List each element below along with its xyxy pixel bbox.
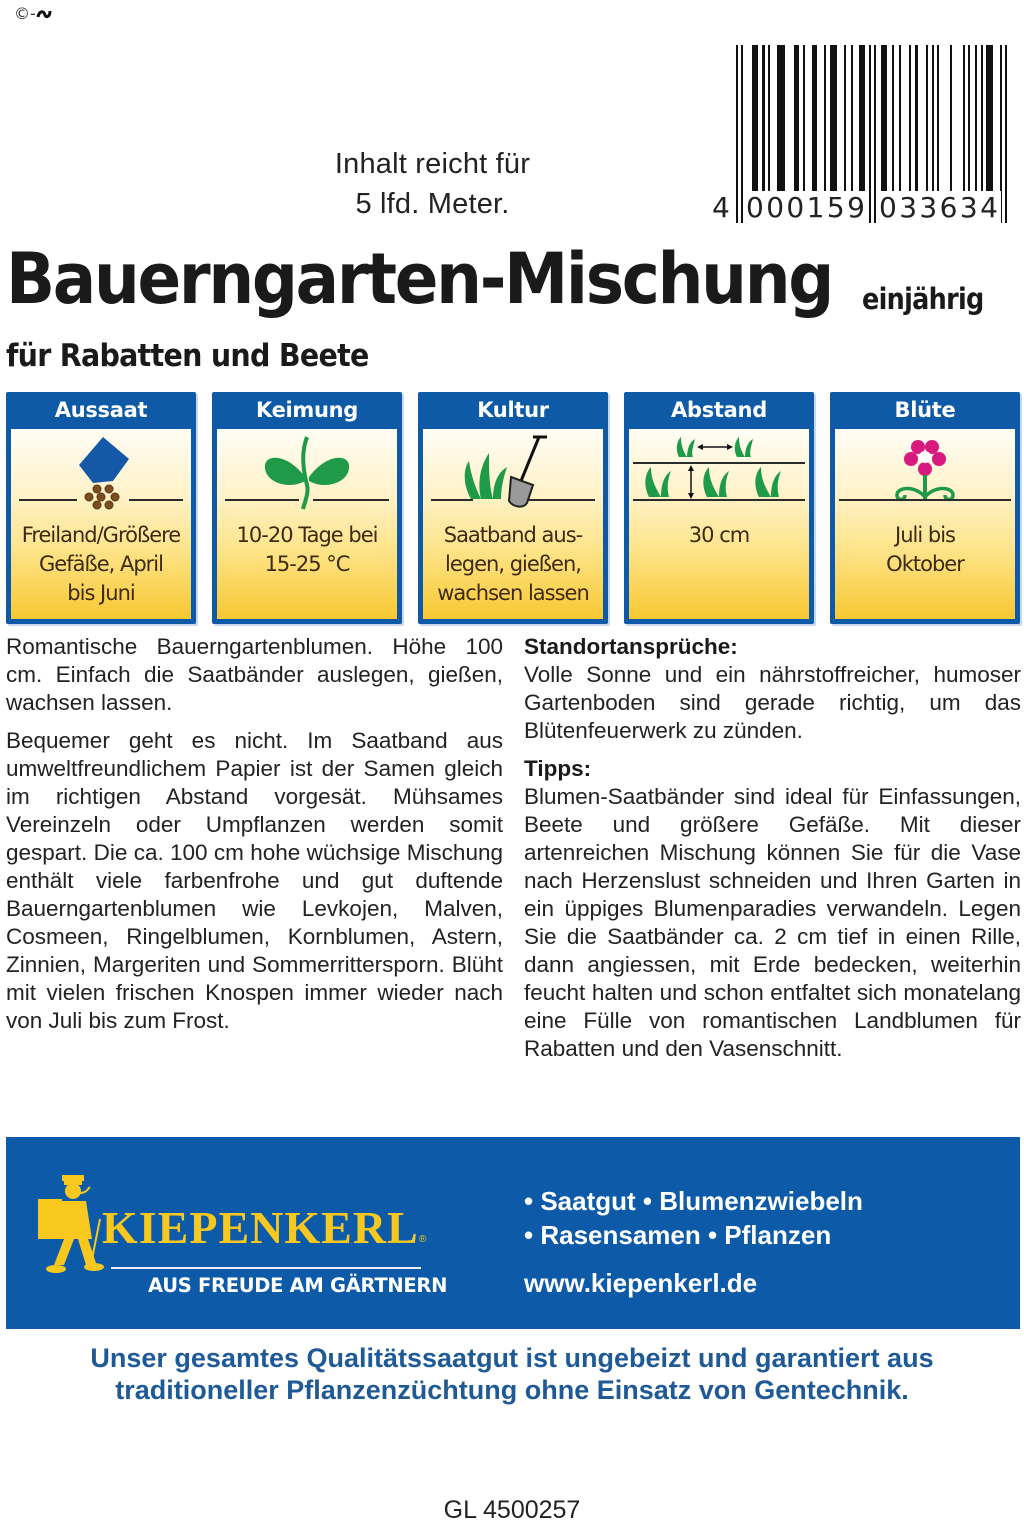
info-panels	[6, 392, 1024, 624]
barcode	[705, 45, 1017, 223]
brand-banner	[6, 1137, 1020, 1329]
brand-name: KIEPENKERL	[102, 1202, 419, 1253]
panel-abstand	[624, 392, 814, 624]
details-column	[524, 633, 1021, 1073]
brand-website-link[interactable]: www.kiepenkerl.de	[524, 1268, 758, 1298]
location-text: Volle Sonne und ein nährstoffreicher, humoser Gartenboden sind gerade richtig, um das Blütenfeuerwerk zu zünden.	[524, 662, 1021, 743]
products-line-1: • Saatgut • Blumenzwiebeln	[524, 1186, 863, 1216]
panel-heading: Blüte	[894, 398, 956, 422]
panel-text	[835, 521, 1015, 579]
panel-text-line: Oktober	[886, 552, 964, 576]
panel-text-line: wachsen lassen	[437, 581, 589, 605]
barcode-digit-first: 4	[712, 191, 733, 224]
panel-heading: Keimung	[255, 398, 359, 422]
location-section	[524, 633, 1021, 745]
panel-text	[217, 521, 397, 579]
guarantee-statement	[0, 1342, 1024, 1406]
tips-heading: Tipps:	[524, 756, 592, 781]
panel-heading: Kultur	[477, 398, 549, 422]
panel-text-line: 10-20 Tage bei	[236, 523, 378, 547]
panel-text-line: legen, gießen,	[445, 552, 581, 576]
panel-heading: Abstand	[671, 398, 767, 422]
panel-aussaat	[6, 392, 196, 624]
panel-keimung	[212, 392, 402, 624]
panel-text	[11, 521, 191, 608]
spacing-icon	[629, 429, 809, 519]
copyright-mark	[14, 4, 52, 23]
content-info-line-2: 5 lfd. Meter.	[355, 188, 510, 220]
panel-text-line: Freiland/Größere	[21, 523, 181, 547]
product-subtitle: für Rabatten und Beete	[6, 338, 369, 374]
article-code: GL 4500257	[443, 1496, 581, 1524]
barcode-digits-left: 000159	[746, 191, 868, 224]
seed-packet-icon	[11, 429, 191, 519]
product-title: Bauerngarten-Mischung	[6, 238, 833, 320]
signature-icon	[36, 8, 52, 20]
panel-text-line: Juli bis	[895, 523, 955, 547]
description-column	[6, 633, 503, 1045]
content-info-line-1: Inhalt reicht für	[334, 148, 531, 180]
flower-icon	[835, 429, 1015, 519]
brand-products	[524, 1184, 863, 1252]
brand-divider	[111, 1267, 421, 1269]
panel-kultur	[418, 392, 608, 624]
panel-bluete	[830, 392, 1020, 624]
seedling-icon	[217, 429, 397, 519]
panel-text-line: Saatband aus-	[443, 523, 583, 547]
registered-mark: ®	[419, 1234, 427, 1245]
spade-plant-icon	[423, 429, 603, 519]
panel-text	[629, 521, 809, 550]
panel-text	[423, 521, 603, 608]
panel-text-line: bis Juni	[67, 581, 135, 605]
panel-text-line: 30 cm	[688, 523, 750, 547]
guarantee-line-2: traditioneller Pflanzenzüchtung ohne Einsatz von Gentechnik.	[115, 1375, 909, 1405]
barcode-digits-right: 033634	[879, 191, 1001, 224]
content-info	[250, 144, 615, 224]
guarantee-line-1: Unser gesamtes Qualitätssaatgut ist ungebeizt und garantiert aus	[90, 1343, 934, 1373]
lifecycle-label: einjährig	[862, 282, 984, 316]
description-paragraph-1: Romantische Bauerngartenblumen. Höhe 100 cm. Einfach die Saatbänder auslegen, gießen, wachsen lassen.	[6, 634, 503, 715]
panel-text-line: Gefäße, April	[39, 552, 163, 576]
brand-slogan: AUS FREUDE AM GÄRTNERN	[148, 1274, 448, 1297]
kiepenkerl-mascot-icon	[38, 1169, 108, 1277]
tips-text: Blumen-Saatbänder sind ideal für Einfassungen, Beete und größere Gefäße. Mit dieser artenreichen Mischung können Sie für die Vase nach Herzenslust schneiden und Ihren Garten in ein üppiges Blumenparadies verwandeln. Legen Sie die Saatbänder ca. 2 cm tief in einen Rille, dann angiessen, mit Erde bedecken, weiterhin feucht halten und schon entfaltet sich monatelang eine Fülle von romantischen Landblumen für Rabatten und den Vasenschnitt.	[524, 784, 1021, 1061]
description-paragraph-2: Bequemer geht es nicht. Im Saatband aus umweltfreundlichem Papier ist der Samen gleich im richtigen Abstand vorgesät. Mühsames Vereinzeln oder Umpflanzen werden somit gespart. Die ca. 100 cm hohe wüchsige Mischung enthält viele farbenfrohe und gut duftende Bauerngartenblumen wie Levkojen, Malven, Cosmeen, Ringelblumen, Kornblumen, Astern, Zinnien, Margeriten und Sommerrittersporn. Blüht mit vielen frischen Knospen immer wieder nach von Juli bis zum Frost.	[6, 728, 503, 1033]
products-line-2: • Rasensamen • Pflanzen	[524, 1220, 832, 1250]
panel-text-line: 15-25 °C	[264, 552, 350, 576]
panel-heading: Aussaat	[54, 398, 148, 422]
location-heading: Standortansprüche:	[524, 634, 738, 659]
tips-section	[524, 755, 1021, 1063]
copyright-text: ©-	[14, 4, 36, 23]
